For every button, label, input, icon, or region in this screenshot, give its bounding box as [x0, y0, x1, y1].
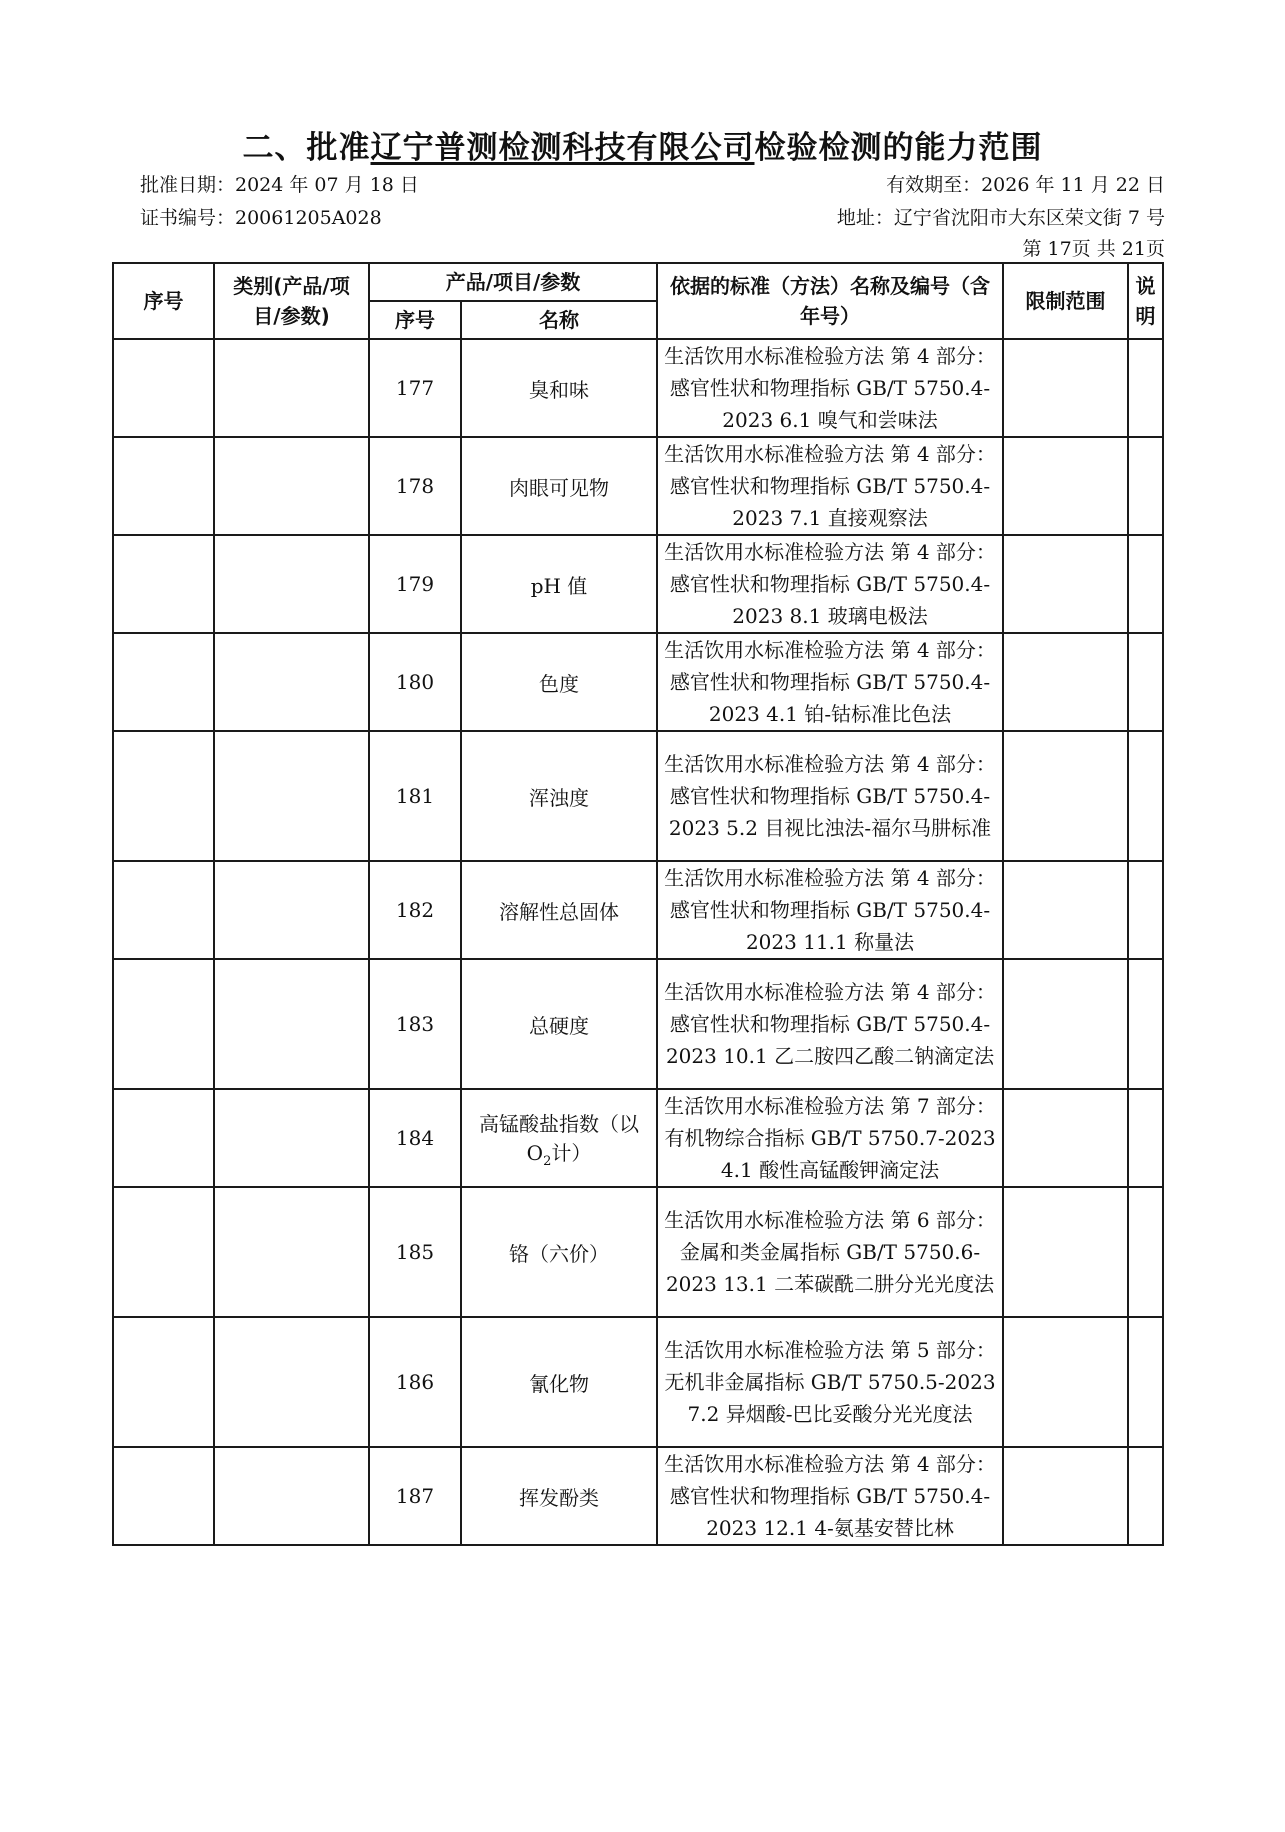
item-name: 溶解性总固体 — [461, 861, 657, 959]
scope-table — [112, 262, 1164, 1546]
item-name: 氰化物 — [461, 1317, 657, 1447]
note-cell — [1128, 339, 1163, 437]
seq-cell — [113, 633, 214, 731]
category-cell — [214, 1447, 369, 1545]
page-indicator: 第 17页 共 21页 — [1022, 238, 1165, 260]
note-cell — [1128, 1187, 1163, 1317]
seq-cell — [113, 731, 214, 861]
page-title — [0, 122, 1285, 167]
seq-cell — [113, 437, 214, 535]
item-name-subscript: 2 — [543, 1153, 552, 1169]
limit-cell — [1003, 633, 1128, 731]
header-sub-name: 名称 — [461, 301, 657, 339]
seq-cell — [113, 861, 214, 959]
seq-cell — [113, 1089, 214, 1187]
item-name: 浑浊度 — [461, 731, 657, 861]
item-number: 182 — [369, 861, 461, 959]
note-cell — [1128, 1317, 1163, 1447]
item-name: 肉眼可见物 — [461, 437, 657, 535]
item-name: 色度 — [461, 633, 657, 731]
note-cell — [1128, 731, 1163, 861]
item-standard: 生活饮用水标准检验方法 第 7 部分：有机物综合指标 GB/T 5750.7-2023 4.1 酸性高锰酸钾滴定法 — [657, 1089, 1003, 1187]
title-organization: 辽宁普测检测科技有限公司 — [370, 130, 755, 166]
item-number: 184 — [369, 1089, 461, 1187]
header-category: 类别(产品/项目/参数) — [214, 263, 369, 339]
item-number: 178 — [369, 437, 461, 535]
item-standard: 生活饮用水标准检验方法 第 4 部分：感官性状和物理指标 GB/T 5750.4-2023 10.1 乙二胺四乙酸二钠滴定法 — [657, 959, 1003, 1089]
note-cell — [1128, 633, 1163, 731]
item-standard: 生活饮用水标准检验方法 第 4 部分：感官性状和物理指标 GB/T 5750.4-2023 12.1 4-氨基安替比林 — [657, 1447, 1003, 1545]
seq-cell — [113, 1447, 214, 1545]
item-name — [461, 1089, 657, 1187]
seq-cell — [113, 959, 214, 1089]
table-row — [113, 1447, 1163, 1545]
item-standard: 生活饮用水标准检验方法 第 5 部分：无机非金属指标 GB/T 5750.5-2023 7.2 异烟酸-巴比妥酸分光光度法 — [657, 1317, 1003, 1447]
item-number: 179 — [369, 535, 461, 633]
table-row — [113, 959, 1163, 1089]
header-seq: 序号 — [113, 263, 214, 339]
category-cell — [214, 959, 369, 1089]
limit-cell — [1003, 339, 1128, 437]
limit-cell — [1003, 1317, 1128, 1447]
header-sub-seq: 序号 — [369, 301, 461, 339]
item-standard: 生活饮用水标准检验方法 第 4 部分：感官性状和物理指标 GB/T 5750.4-2023 11.1 称量法 — [657, 861, 1003, 959]
table-row — [113, 339, 1163, 437]
limit-cell — [1003, 1187, 1128, 1317]
seq-cell — [113, 1187, 214, 1317]
approval-date: 批准日期：2024 年 07 月 18 日 — [140, 174, 419, 196]
item-name: 臭和味 — [461, 339, 657, 437]
item-standard: 生活饮用水标准检验方法 第 4 部分：感官性状和物理指标 GB/T 5750.4-2023 6.1 嗅气和尝味法 — [657, 339, 1003, 437]
seq-cell — [113, 535, 214, 633]
seq-cell — [113, 339, 214, 437]
category-cell — [214, 1187, 369, 1317]
header-note: 说明 — [1128, 263, 1163, 339]
item-name: 总硬度 — [461, 959, 657, 1089]
note-cell — [1128, 861, 1163, 959]
limit-cell — [1003, 535, 1128, 633]
header-limit: 限制范围 — [1003, 263, 1128, 339]
category-cell — [214, 1317, 369, 1447]
item-number: 181 — [369, 731, 461, 861]
item-standard: 生活饮用水标准检验方法 第 4 部分：感官性状和物理指标 GB/T 5750.4-2023 8.1 玻璃电极法 — [657, 535, 1003, 633]
item-standard: 生活饮用水标准检验方法 第 4 部分：感官性状和物理指标 GB/T 5750.4-2023 5.2 目视比浊法-福尔马肼标准 — [657, 731, 1003, 861]
item-number: 180 — [369, 633, 461, 731]
table-row — [113, 633, 1163, 731]
limit-cell — [1003, 1447, 1128, 1545]
item-standard: 生活饮用水标准检验方法 第 4 部分：感官性状和物理指标 GB/T 5750.4-2023 7.1 直接观察法 — [657, 437, 1003, 535]
header-product-group: 产品/项目/参数 — [369, 263, 657, 301]
limit-cell — [1003, 861, 1128, 959]
table-row — [113, 437, 1163, 535]
limit-cell — [1003, 437, 1128, 535]
table-row — [113, 731, 1163, 861]
category-cell — [214, 437, 369, 535]
item-number: 187 — [369, 1447, 461, 1545]
item-number: 177 — [369, 339, 461, 437]
note-cell — [1128, 1089, 1163, 1187]
category-cell — [214, 535, 369, 633]
item-standard: 生活饮用水标准检验方法 第 4 部分：感官性状和物理指标 GB/T 5750.4-2023 4.1 铂-钴标准比色法 — [657, 633, 1003, 731]
title-prefix: 二、批准 — [242, 130, 371, 166]
valid-until: 有效期至：2026 年 11 月 22 日 — [886, 174, 1165, 196]
item-number: 183 — [369, 959, 461, 1089]
title-suffix: 检验检测的能力范围 — [754, 130, 1043, 166]
item-number: 186 — [369, 1317, 461, 1447]
table-row — [113, 1089, 1163, 1187]
category-cell — [214, 1089, 369, 1187]
header-standard: 依据的标准（方法）名称及编号（含年号） — [657, 263, 1003, 339]
limit-cell — [1003, 731, 1128, 861]
limit-cell — [1003, 1089, 1128, 1187]
table-row — [113, 535, 1163, 633]
note-cell — [1128, 535, 1163, 633]
note-cell — [1128, 437, 1163, 535]
limit-cell — [1003, 959, 1128, 1089]
certificate-number: 证书编号：20061205A028 — [140, 207, 382, 229]
item-name: 挥发酚类 — [461, 1447, 657, 1545]
item-name: 铬（六价） — [461, 1187, 657, 1317]
address: 地址：辽宁省沈阳市大东区荣文街 7 号 — [836, 207, 1165, 229]
category-cell — [214, 633, 369, 731]
item-name: pH 值 — [461, 535, 657, 633]
table-row — [113, 861, 1163, 959]
item-number: 185 — [369, 1187, 461, 1317]
table-row — [113, 1187, 1163, 1317]
seq-cell — [113, 1317, 214, 1447]
note-cell — [1128, 959, 1163, 1089]
category-cell — [214, 731, 369, 861]
item-name-prefix: 高锰酸盐指数（以 O — [479, 1111, 639, 1165]
category-cell — [214, 861, 369, 959]
table-row — [113, 1317, 1163, 1447]
note-cell — [1128, 1447, 1163, 1545]
category-cell — [214, 339, 369, 437]
item-standard: 生活饮用水标准检验方法 第 6 部分：金属和类金属指标 GB/T 5750.6-2023 13.1 二苯碳酰二肼分光光度法 — [657, 1187, 1003, 1317]
item-name-suffix: 计） — [551, 1140, 592, 1165]
